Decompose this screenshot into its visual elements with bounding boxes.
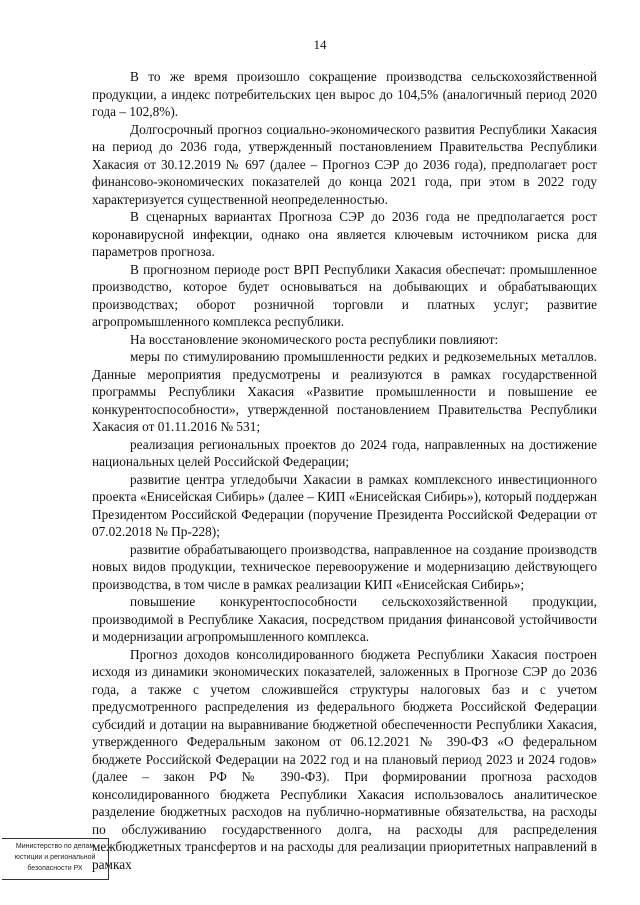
paragraph: развитие центра угледобычи Хакасии в рамках комплексного инвестиционного проекта «Енисейская Сибирь» (далее – КИП «Енисейская Сибирь»), который поддержан Президентом Российской Федерации (поручение Президента Российской Федерации от 07.02.2018 № Пр-228); — [92, 471, 597, 539]
paragraph: реализация региональных проектов до 2024 года, направленных на достижение национальных целей Российской Федерации; — [92, 436, 597, 469]
stamp-line: безопасности РХ — [27, 865, 83, 872]
paragraph: Прогноз доходов консолидированного бюджета Республики Хакасия построен исходя из динамики экономических показателей, заложенных в Прогнозе СЭР до 2036 года, а также с учетом сложившейся структуры налоговых баз и с учетом предусмотренного распределения из федерального бюджета Российской Федерации субсидий и дотации на выравнивание бюджетной обеспеченности Республики Хакасия, утвержденного Федеральным законом от 06.12.2021 № 390-ФЗ «О федеральном бюджете Российской Федерации на 2022 год и на плановый период 2023 и 2024 годов» (далее – закон РФ № 390-ФЗ). При формировании прогноза расходов консолидированного бюджета Республики Хакасия использовалось аналитическое разделение бюджетных расходов на публично-нормативные обязательства, на расходы по обслуживанию государственного долга, на расходы для распределения межбюджетных трансфертов и на расходы для реализации приоритетных направлений в рамках — [92, 646, 597, 872]
document-body — [92, 68, 597, 873]
stamp-line: Министерство по делам — [15, 843, 95, 850]
paragraph: На восстановление экономического роста республики повлияют: — [130, 331, 499, 347]
paragraph: повышение конкурентоспособности сельскохозяйственной продукции, производимой в Республике Хакасия, посредством придания финансовой устойчивости и модернизации агропромышленного комплекса. — [92, 594, 597, 644]
paragraph: меры по стимулированию промышленности редких и редкоземельных металлов. Данные мероприятия предусмотрены и реализуются в рамках государственной программы Республики Хакасия «Развитие промышленности и повышение ее конкурентоспособности», утвержденной постановлением Правительства Республики Хакасия от 01.11.2016 № 531; — [92, 349, 597, 434]
paragraph: В сценарных вариантах Прогноза СЭР до 2036 года не предполагается рост коронавирусной инфекции, однако она является ключевым источником риска для параметров прогноза. — [92, 209, 597, 259]
paragraph: Долгосрочный прогноз социально-экономического развития Республики Хакасия на период до 2036 года, утвержденный постановлением Правительства Республики Хакасия от 30.12.2019 № 697 (далее – Прогноз СЭР до 2036 года), предполагает рост финансово-экономических показателей до конца 2021 года, при этом в 2022 году характеризуется существенной неопределенностью. — [92, 121, 597, 207]
ministry-stamp — [2, 838, 109, 880]
paragraph: В прогнозном периоде рост ВРП Республики Хакасия обеспечат: промышленное производство, которое будет основываться на добывающих и обрабатывающих производствах; оборот розничной торговли и платных услуг; развитие агропромышленного комплекса республики. — [92, 261, 597, 329]
page-number: 14 — [313, 37, 327, 52]
paragraph: В то же время произошло сокращение производства сельскохозяйственной продукции, а индекс потребительских цен вырос до 104,5% (аналогичный период 2020 года – 102,8%). — [92, 69, 597, 119]
paragraph: развитие обрабатывающего производства, направленное на создание производств новых видов продукции, техническое перевооружение и модернизацию действующего производства, в том числе в рамках реализации КИП «Енисейская Сибирь»; — [92, 541, 597, 592]
stamp-line: юстиции и региональной — [14, 854, 96, 861]
